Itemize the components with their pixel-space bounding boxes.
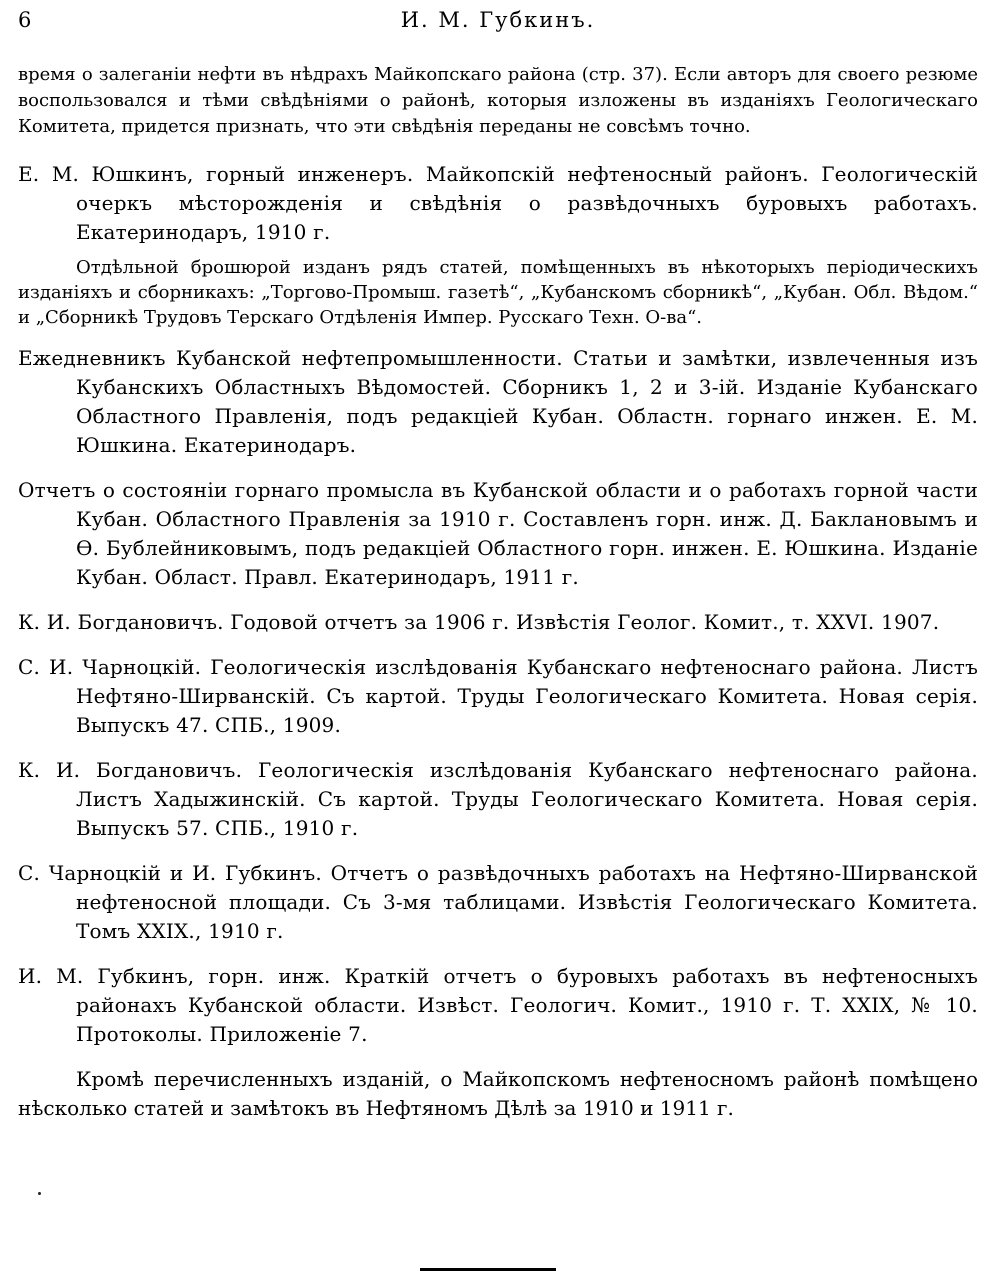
bibliography-entry: К. И. Богдановичъ. Геологическія изслѣдованія Кубанскаго нефтеноснаго района. Листъ Хадыжинскій. Съ картой. Труды Геологическаго Комитета. Новая серія. Выпускъ 57. СПБ., 1910 г. [18,758,978,840]
continuation-paragraph: время о залеганіи нефти въ нѣдрахъ Майкопскаго района (стр. 37). Если авторъ для своего резюме воспользовался и тѣми свѣдѣніями о районѣ, которыя изложены въ изданіяхъ Геологическаго Комитета, придется признать, что эти свѣдѣнія переданы не совсѣмъ точно. [18,64,978,137]
page-number: 6 [18,8,32,32]
end-rule [420,1268,556,1271]
running-head: И. М. Губкинъ. [400,8,596,32]
closing-paragraph: Кромѣ перечисленныхъ изданій, о Майкопскомъ нефтеносномъ районѣ помѣщено нѣсколько статей и замѣтокъ въ Нефтяномъ Дѣлѣ за 1910 и 1911 г. [18,1067,978,1120]
bibliography-entry: Ежедневникъ Кубанской нефтепромышленности. Статьи и замѣтки, извлеченныя изъ Кубанскихъ Областныхъ Вѣдомостей. Сборникъ 1, 2 и 3-ій. Изданіе Кубанскаго Областного Правленія, подъ редакціей Кубан. Областн. горнаго инжен. Е. М. Юшкина. Екатеринодаръ. [18,346,978,457]
bibliography-body [18,62,978,1123]
bibliography-entry: Отчетъ о состояніи горнаго промысла въ Кубанской области и о работахъ горной части Кубан. Областного Правленія за 1910 г. Составленъ горн. инж. Д. Баклановымъ и Ѳ. Бублейниковымъ, подъ редакціей Областного горн. инжен. Е. Юшкина. Изданіе Кубан. Област. Правл. Екатеринодаръ, 1911 г. [18,478,978,589]
bibliography-entry: С. И. Чарноцкій. Геологическія изслѣдованія Кубанскаго нефтеноснаго района. Листъ Нефтяно-Ширванскій. Съ картой. Труды Геологическаго Комитета. Новая серія. Выпускъ 47. СПБ., 1909. [18,655,978,737]
print-speck [38,1192,41,1195]
bibliography-entry: С. Чарноцкій и И. Губкинъ. Отчетъ о развѣдочныхъ работахъ на Нефтяно-Ширванской нефтеносной площади. Съ 3-мя таблицами. Извѣстія Геологическаго Комитета. Томъ XXIX., 1910 г. [18,861,978,943]
bibliography-entry: И. М. Губкинъ, горн. инж. Краткій отчетъ о буровыхъ работахъ въ нефтеносныхъ районахъ Кубанской области. Извѣст. Геологич. Комит., 1910 г. Т. XXIX, № 10. Протоколы. Приложеніе 7. [18,964,978,1046]
bibliography-entry: Е. М. Юшкинъ, горный инженеръ. Майкопскій нефтеносный районъ. Геологическій очеркъ мѣсторожденія и свѣдѣнія о развѣдочныхъ буровыхъ работахъ. Екатеринодаръ, 1910 г. [18,162,978,244]
entry-note: Отдѣльной брошюрой изданъ рядъ статей, помѣщенныхъ въ нѣкоторыхъ періодическихъ изданіяхъ и сборникахъ: „Торгово-Промыш. газетѣ“, „Кубанскомъ сборникѣ“, „Кубан. Обл. Вѣдом.“ и „Сборникѣ Трудовъ Терскаго Отдѣленія Импер. Русскаго Техн. О-ва“. [18,257,978,328]
page-header [18,8,978,38]
bibliography-entry: К. И. Богдановичъ. Годовой отчетъ за 1906 г. Извѣстія Геолог. Комит., т. XXVI. 1907. [18,610,940,634]
